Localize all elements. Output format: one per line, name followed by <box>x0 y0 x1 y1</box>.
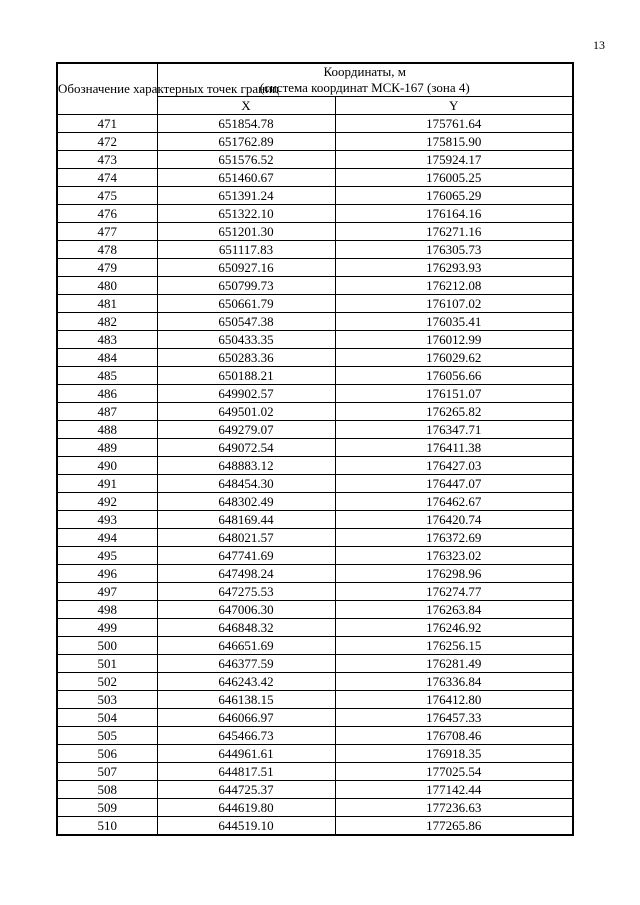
cell-x: 644961.61 <box>157 745 335 763</box>
cell-point: 503 <box>57 691 157 709</box>
table-row <box>57 223 573 241</box>
table-body <box>57 115 573 836</box>
header-x: X <box>157 97 335 115</box>
cell-x: 650661.79 <box>157 295 335 313</box>
cell-point: 487 <box>57 403 157 421</box>
cell-x: 650283.36 <box>157 349 335 367</box>
table-row <box>57 349 573 367</box>
cell-y: 176420.74 <box>335 511 573 529</box>
cell-x: 644519.10 <box>157 817 335 836</box>
cell-point: 500 <box>57 637 157 655</box>
cell-x: 649072.54 <box>157 439 335 457</box>
table-row <box>57 799 573 817</box>
cell-y: 176281.49 <box>335 655 573 673</box>
cell-x: 650799.73 <box>157 277 335 295</box>
cell-x: 651460.67 <box>157 169 335 187</box>
table-row <box>57 313 573 331</box>
table-row <box>57 601 573 619</box>
table-row <box>57 583 573 601</box>
cell-y: 176293.93 <box>335 259 573 277</box>
cell-y: 176212.08 <box>335 277 573 295</box>
cell-point: 486 <box>57 385 157 403</box>
cell-x: 644725.37 <box>157 781 335 799</box>
cell-y: 176256.15 <box>335 637 573 655</box>
cell-y: 176012.99 <box>335 331 573 349</box>
cell-point: 509 <box>57 799 157 817</box>
cell-y: 176035.41 <box>335 313 573 331</box>
cell-y: 177265.86 <box>335 817 573 836</box>
table-row <box>57 241 573 259</box>
cell-x: 646848.32 <box>157 619 335 637</box>
table-row <box>57 493 573 511</box>
cell-y: 176323.02 <box>335 547 573 565</box>
cell-point: 489 <box>57 439 157 457</box>
cell-point: 480 <box>57 277 157 295</box>
cell-point: 479 <box>57 259 157 277</box>
cell-x: 646243.42 <box>157 673 335 691</box>
cell-x: 648169.44 <box>157 511 335 529</box>
cell-point: 495 <box>57 547 157 565</box>
header-coordinates-title: Координаты, м <box>323 64 406 79</box>
cell-y: 176412.80 <box>335 691 573 709</box>
table-row <box>57 619 573 637</box>
table-row <box>57 817 573 836</box>
table-row <box>57 151 573 169</box>
cell-x: 644619.80 <box>157 799 335 817</box>
cell-point: 477 <box>57 223 157 241</box>
cell-point: 505 <box>57 727 157 745</box>
cell-point: 476 <box>57 205 157 223</box>
cell-point: 472 <box>57 133 157 151</box>
table-row <box>57 259 573 277</box>
cell-y: 176427.03 <box>335 457 573 475</box>
cell-y: 176708.46 <box>335 727 573 745</box>
cell-point: 491 <box>57 475 157 493</box>
cell-point: 493 <box>57 511 157 529</box>
cell-y: 175924.17 <box>335 151 573 169</box>
cell-y: 176164.16 <box>335 205 573 223</box>
table-row <box>57 439 573 457</box>
cell-x: 646651.69 <box>157 637 335 655</box>
cell-y: 176298.96 <box>335 565 573 583</box>
cell-x: 647741.69 <box>157 547 335 565</box>
cell-y: 176271.16 <box>335 223 573 241</box>
table-row <box>57 673 573 691</box>
table-row <box>57 745 573 763</box>
table-row <box>57 691 573 709</box>
table-row <box>57 637 573 655</box>
table-row <box>57 475 573 493</box>
table-row <box>57 133 573 151</box>
cell-x: 651391.24 <box>157 187 335 205</box>
cell-y: 176065.29 <box>335 187 573 205</box>
coordinates-table <box>56 62 574 836</box>
cell-y: 176005.25 <box>335 169 573 187</box>
table-row <box>57 565 573 583</box>
cell-y: 176265.82 <box>335 403 573 421</box>
cell-point: 473 <box>57 151 157 169</box>
cell-y: 176107.02 <box>335 295 573 313</box>
cell-y: 176263.84 <box>335 601 573 619</box>
cell-point: 490 <box>57 457 157 475</box>
cell-y: 176918.35 <box>335 745 573 763</box>
cell-x: 648454.30 <box>157 475 335 493</box>
cell-point: 506 <box>57 745 157 763</box>
cell-y: 176457.33 <box>335 709 573 727</box>
cell-x: 647275.53 <box>157 583 335 601</box>
cell-point: 488 <box>57 421 157 439</box>
cell-point: 508 <box>57 781 157 799</box>
cell-x: 648021.57 <box>157 529 335 547</box>
table-row <box>57 511 573 529</box>
cell-x: 648883.12 <box>157 457 335 475</box>
cell-point: 494 <box>57 529 157 547</box>
cell-y: 176372.69 <box>335 529 573 547</box>
header-coordinates-subtitle: (система координат МСК-167 (зона 4) <box>259 80 470 95</box>
cell-x: 651762.89 <box>157 133 335 151</box>
table-row <box>57 727 573 745</box>
cell-point: 485 <box>57 367 157 385</box>
header-designation: Обозначение характерных точек границ <box>57 63 157 115</box>
cell-y: 176246.92 <box>335 619 573 637</box>
cell-y: 176274.77 <box>335 583 573 601</box>
cell-point: 498 <box>57 601 157 619</box>
cell-point: 502 <box>57 673 157 691</box>
cell-y: 176305.73 <box>335 241 573 259</box>
cell-x: 651322.10 <box>157 205 335 223</box>
table-row <box>57 187 573 205</box>
table-row <box>57 331 573 349</box>
cell-y: 175815.90 <box>335 133 573 151</box>
table-row <box>57 547 573 565</box>
cell-y: 176056.66 <box>335 367 573 385</box>
table-row <box>57 385 573 403</box>
cell-point: 475 <box>57 187 157 205</box>
cell-y: 175761.64 <box>335 115 573 133</box>
cell-point: 499 <box>57 619 157 637</box>
cell-x: 647498.24 <box>157 565 335 583</box>
cell-point: 471 <box>57 115 157 133</box>
cell-point: 474 <box>57 169 157 187</box>
cell-y: 177236.63 <box>335 799 573 817</box>
header-y: Y <box>335 97 573 115</box>
table-row <box>57 709 573 727</box>
table-row <box>57 115 573 133</box>
cell-y: 177142.44 <box>335 781 573 799</box>
table-header-row <box>57 63 573 97</box>
cell-y: 177025.54 <box>335 763 573 781</box>
cell-x: 646066.97 <box>157 709 335 727</box>
page-number: 13 <box>593 38 605 52</box>
cell-point: 510 <box>57 817 157 836</box>
cell-x: 644817.51 <box>157 763 335 781</box>
cell-y: 176447.07 <box>335 475 573 493</box>
cell-x: 646377.59 <box>157 655 335 673</box>
cell-x: 650927.16 <box>157 259 335 277</box>
cell-point: 501 <box>57 655 157 673</box>
cell-y: 176462.67 <box>335 493 573 511</box>
table-row <box>57 421 573 439</box>
cell-point: 507 <box>57 763 157 781</box>
cell-x: 651201.30 <box>157 223 335 241</box>
cell-point: 504 <box>57 709 157 727</box>
cell-point: 481 <box>57 295 157 313</box>
cell-x: 651117.83 <box>157 241 335 259</box>
cell-x: 646138.15 <box>157 691 335 709</box>
cell-y: 176029.62 <box>335 349 573 367</box>
cell-x: 649279.07 <box>157 421 335 439</box>
cell-x: 648302.49 <box>157 493 335 511</box>
cell-point: 478 <box>57 241 157 259</box>
cell-point: 484 <box>57 349 157 367</box>
cell-x: 650547.38 <box>157 313 335 331</box>
table-row <box>57 169 573 187</box>
cell-x: 649902.57 <box>157 385 335 403</box>
cell-x: 650433.35 <box>157 331 335 349</box>
cell-y: 176347.71 <box>335 421 573 439</box>
cell-y: 176151.07 <box>335 385 573 403</box>
cell-x: 651576.52 <box>157 151 335 169</box>
cell-point: 483 <box>57 331 157 349</box>
table-row <box>57 403 573 421</box>
cell-x: 651854.78 <box>157 115 335 133</box>
cell-point: 497 <box>57 583 157 601</box>
cell-x: 650188.21 <box>157 367 335 385</box>
table-row <box>57 295 573 313</box>
table-row <box>57 205 573 223</box>
table-row <box>57 367 573 385</box>
table-row <box>57 277 573 295</box>
cell-x: 649501.02 <box>157 403 335 421</box>
cell-y: 176411.38 <box>335 439 573 457</box>
table-row <box>57 655 573 673</box>
cell-point: 482 <box>57 313 157 331</box>
cell-x: 647006.30 <box>157 601 335 619</box>
table-row <box>57 457 573 475</box>
cell-point: 496 <box>57 565 157 583</box>
cell-point: 492 <box>57 493 157 511</box>
table-row <box>57 763 573 781</box>
cell-x: 645466.73 <box>157 727 335 745</box>
table-row <box>57 529 573 547</box>
cell-y: 176336.84 <box>335 673 573 691</box>
table-row <box>57 781 573 799</box>
